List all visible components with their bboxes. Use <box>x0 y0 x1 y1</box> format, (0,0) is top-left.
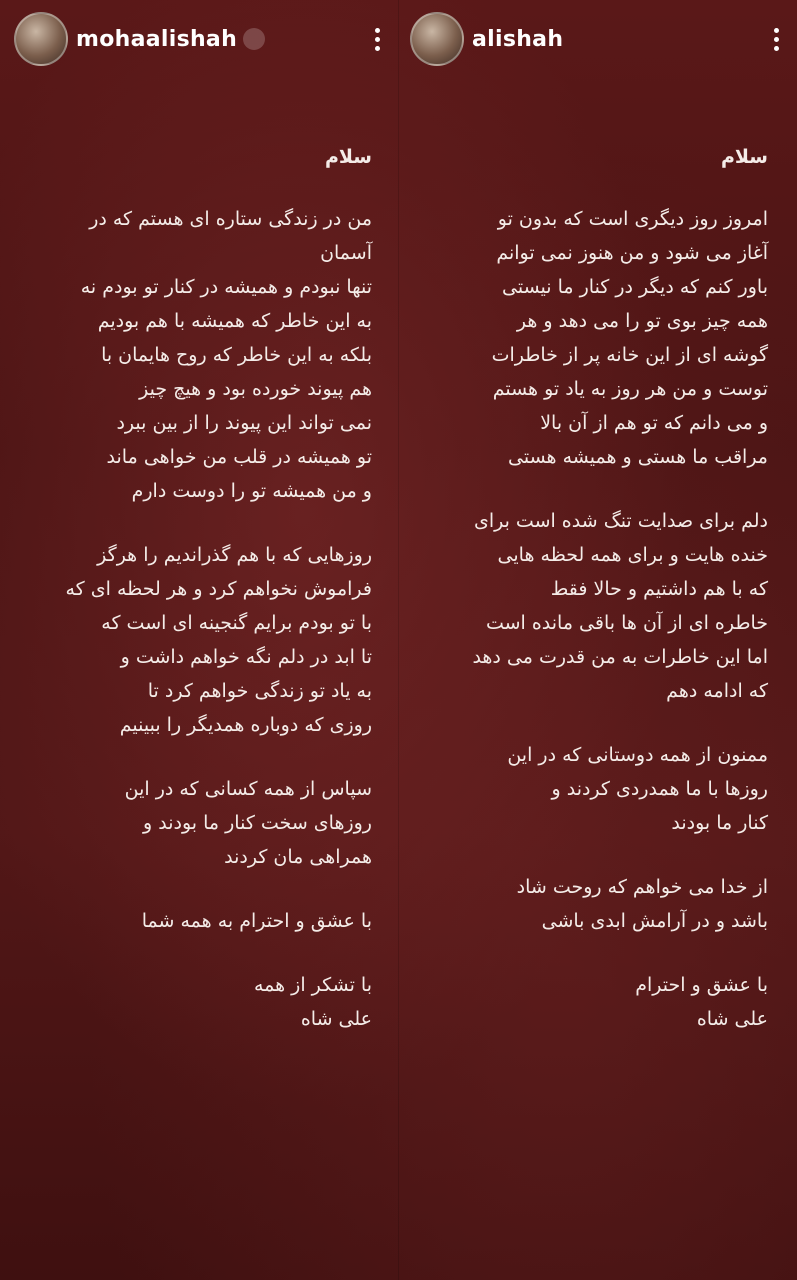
message-paragraph: سپاس از همه کسانی که در این روزهای سخت کنار ما بودند و همراهی مان کردند <box>124 778 372 868</box>
signature-name: علی شاه <box>300 1008 372 1030</box>
right-story-header <box>398 0 797 78</box>
message-paragraph: امروز روز دیگری است که بدون تو آغاز می شود و من هنوز نمی توانم باور کنم که دیگر در کنار ما نیستی همه چیز بوی تو را می دهد و هر گوشه ای از این خانه پر از خاطرات توست و من هر روز به یاد تو هستم و می دانم که تو هم از آن بالا مراقب ما هستی و همیشه هستی <box>491 208 768 468</box>
verified-badge-icon <box>243 28 265 50</box>
salutation: سلام <box>720 146 768 168</box>
avatar[interactable] <box>14 12 68 66</box>
message-paragraph: من در زندگی ستاره ای هستم که در آسمان تنها نبودم و همیشه در کنار تو بودم نه به این خاطر که همیشه با هم بودیم بلکه به این خاطر که روح هایمان با هم پیوند خورده بود و هیچ چیز نمی تواند این پیوند را از بین ببرد تو همیشه در قلب من خواهی ماند و من همیشه تو را دوست دارم <box>80 208 372 502</box>
more-vertical-icon[interactable] <box>375 28 380 51</box>
message-paragraph: روزهایی که با هم گذراندیم را هرگز فراموش نخواهم کرد و هر لحظه ای که با تو بودم برایم گنجینه ای است که تا ابد در دلم نگه خواهم داشت و به یاد تو زندگی خواهم کرد تا روزی که دوباره همدیگر را ببینیم <box>65 544 372 736</box>
left-message-body <box>62 140 372 1036</box>
salutation: سلام <box>324 146 372 168</box>
message-paragraph: ممنون از همه دوستانی که در این روزها با ما همدردی کردند و کنار ما بودند <box>507 744 768 834</box>
avatar[interactable] <box>410 12 464 66</box>
left-story-header <box>0 0 398 78</box>
username-label[interactable]: mohaalishah <box>76 26 238 52</box>
more-vertical-icon[interactable] <box>774 28 779 51</box>
message-paragraph: با عشق و احترام به همه شما <box>141 910 372 932</box>
signature-name: علی شاه <box>696 1008 768 1030</box>
message-paragraph: دلم برای صدایت تنگ شده است برای خنده هایت و برای همه لحظه هایی که با هم داشتیم و حالا فقط خاطره ای از آن ها باقی مانده است اما این خاطرات به من قدرت می دهد که ادامه دهم <box>472 510 768 702</box>
message-paragraph: از خدا می خواهم که روحت شاد باشد و در آرامش ابدی باشی <box>516 876 768 932</box>
signature-line: با تشکر از همه <box>253 974 372 996</box>
signature-line: با عشق و احترام <box>635 974 768 996</box>
right-message-body <box>428 140 768 1036</box>
username-label[interactable]: alishah <box>472 26 564 52</box>
panel-divider <box>398 0 399 1280</box>
